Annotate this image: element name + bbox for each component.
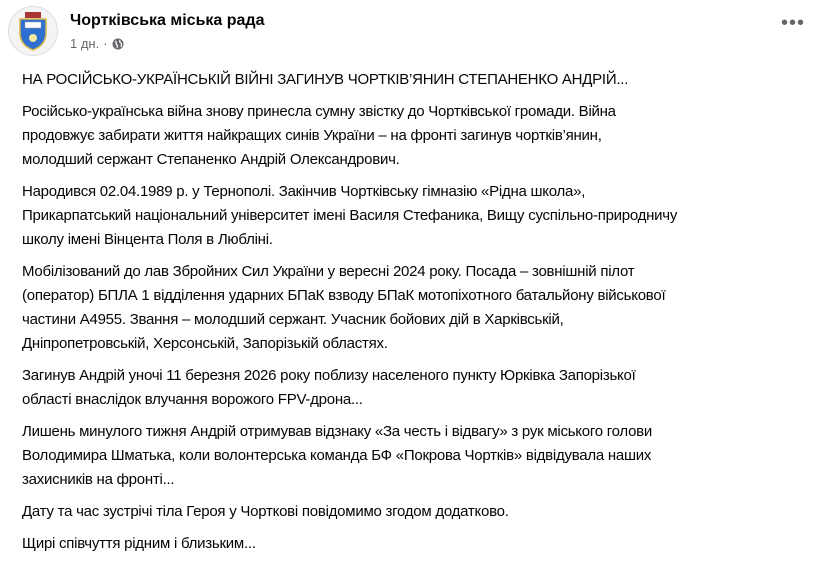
- post-paragraph: [22, 420, 812, 492]
- text-line: (оператор) БПЛА 1 відділення ударних БПаК взводу БПаК мотопіхотного батальйону військової: [22, 287, 666, 304]
- text-line: частини А4955. Звання – молодший сержант. Учасник бойових дій в Харківській,: [22, 311, 564, 328]
- post-text: [22, 68, 812, 564]
- more-options-button[interactable]: •••: [780, 12, 805, 34]
- post-headline: [22, 68, 812, 92]
- text-line: Лишень минулого тижня Андрій отримував відзнаку «За честь і відвагу» з рук міського голови: [22, 423, 653, 440]
- post-header: [8, 6, 264, 56]
- avatar[interactable]: [8, 6, 58, 56]
- coat-of-arms-icon: [16, 11, 50, 51]
- text-line: Російсько-українська війна знову принесла сумну звістку до Чортківської громади. Війна: [22, 103, 616, 120]
- post-timestamp[interactable]: 1 дн.: [70, 36, 100, 51]
- text-line: Дніпропетровській, Херсонській, Запорізькій областях.: [22, 335, 388, 352]
- text-line: Володимира Шматька, коли волонтерська команда БФ «Покрова Чортків» відвідувала наших: [22, 447, 652, 464]
- post-paragraph: [22, 532, 812, 556]
- text-line: Мобілізований до лав Збройних Сил України у вересні 2024 року. Посада – зовнішній пілот: [22, 263, 635, 280]
- text-line: Загинув Андрій уночі 11 березня 2026 року поблизу населеного пункту Юрківка Запорізької: [22, 367, 636, 384]
- post-paragraph: [22, 364, 812, 412]
- text-line: захисників на фронті...: [22, 471, 175, 488]
- text-line: Прикарпатський національний університет імені Василя Стефаника, Вищу суспільно-природничу: [22, 207, 678, 224]
- text-line: НА РОСІЙСЬКО-УКРАЇНСЬКІЙ ВІЙНІ ЗАГИНУВ ЧОРТКІВ’ЯНИН СТЕПАНЕНКО АНДРІЙ...: [22, 71, 629, 88]
- text-line: Народився 02.04.1989 р. у Тернополі. Закінчив Чортківську гімназію «Рідна школа»,: [22, 183, 586, 200]
- text-line: школу імені Вінцента Поля в Любліні.: [22, 231, 273, 248]
- post-paragraph: [22, 500, 812, 524]
- text-line: продовжує забирати життя найкращих синів України – на фронті загинув чортків’янин,: [22, 127, 602, 144]
- text-line: молодший сержант Степаненко Андрій Олександрович.: [22, 151, 400, 168]
- text-line: Дату та час зустрічі тіла Героя у Чорткові повідомимо згодом додатково.: [22, 503, 509, 520]
- globe-icon: [112, 38, 124, 50]
- post-paragraph: [22, 100, 812, 172]
- post-paragraph: [22, 260, 812, 356]
- author-name[interactable]: Чортківська міська рада: [70, 12, 265, 29]
- text-line: Щирі співчуття рідним і близьким...: [22, 535, 256, 552]
- separator: ·: [103, 36, 108, 51]
- text-line: області внаслідок влучання ворожого FPV-дрона...: [22, 391, 363, 408]
- post-paragraph: [22, 180, 812, 252]
